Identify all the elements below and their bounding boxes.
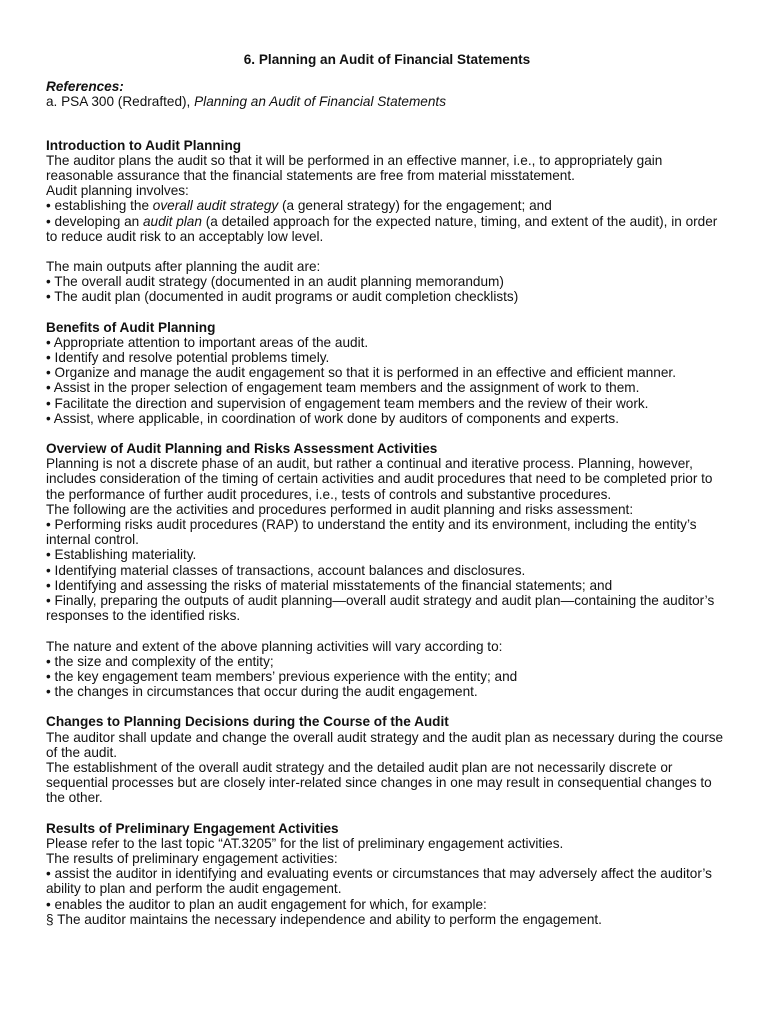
section-overview — [46, 441, 728, 699]
paragraph: The main outputs after planning the audit are: — [46, 259, 321, 275]
bullet-text: (a general strategy) for the engagement; and — [278, 198, 552, 214]
emphasis-text: audit plan — [142, 213, 202, 229]
bullet-item: • the key engagement team members’ previous experience with the entity; and — [46, 668, 518, 684]
paragraph: The following are the activities and procedures performed in audit planning and risks assessment: — [46, 501, 634, 517]
section-results — [46, 821, 728, 927]
bullet-item: • the changes in circumstances that occur during the audit engagement. — [46, 684, 478, 700]
reference-item — [46, 94, 728, 109]
paragraph: The auditor shall update and change the overall audit strategy and the audit plan as necessary during the course of the audit. — [46, 729, 724, 760]
section-heading: Introduction to Audit Planning — [46, 137, 242, 153]
section-heading: Overview of Audit Planning and Risks Assessment Activities — [46, 441, 438, 457]
bullet-item: • The overall audit strategy (documented in an audit planning memorandum) — [46, 274, 504, 290]
paragraph: The auditor plans the audit so that it will be performed in an effective manner, i.e., to appropriately gain reasonable assurance that the financial statements are free from material misstatement. — [46, 152, 663, 184]
bullet-item: • Identifying material classes of transactions, account balances and disclosures. — [46, 562, 526, 578]
bullet-item: • Organize and manage the audit engagement so that it is performed in an effective and efficient manner. — [46, 365, 676, 381]
paragraph: Please refer to the last topic “AT.3205” for the list of preliminary engagement activities. — [46, 835, 564, 851]
emphasis-text: overall audit strategy — [152, 198, 279, 214]
paragraph: Planning is not a discrete phase of an audit, but rather a continual and iterative process. Planning, however, includes consideration of the timing of certain activities and audit procedures that need to be completed prior to the performance of further audit procedures, i.e., tests of controls and substantive procedures. — [46, 456, 713, 502]
bullet-item: • Facilitate the direction and supervision of engagement team members and the review of their work. — [46, 395, 649, 411]
bullet-text: • establishing the — [46, 198, 153, 214]
bullet-item: • Performing risks audit procedures (RAP) to understand the entity and its environment, including the entity’s internal control. — [46, 517, 697, 548]
bullet-item: • assist the auditor in identifying and evaluating events or circumstances that may adversely affect the auditor’s ability to plan and perform the audit engagement. — [46, 866, 712, 897]
bullet-item — [46, 214, 728, 244]
paragraph: The nature and extent of the above planning activities will vary according to: — [46, 638, 503, 654]
paragraph: The establishment of the overall audit strategy and the detailed audit plan are not necessarily discrete or sequential processes but are closely inter-related since changes in one may result in consequential changes to the other. — [46, 759, 712, 806]
bullet-item: • Identifying and assessing the risks of material misstatements of the financial statements; and — [46, 577, 613, 593]
references-label: References: — [46, 79, 124, 95]
bullet-item: • Appropriate attention to important areas of the audit. — [46, 334, 369, 350]
bullet-item: • Finally, preparing the outputs of audit planning—overall audit strategy and audit plan—containing the auditor’s responses to the identified risks. — [46, 593, 715, 624]
bullet-item — [46, 198, 728, 213]
bullet-text: (a detailed approach for the expected nature, timing, and extent of the audit), in order to reduce audit risk to an acceptably low level. — [46, 213, 718, 244]
section-heading: Results of Preliminary Engagement Activities — [46, 820, 339, 836]
bullet-item: • Assist in the proper selection of engagement team members and the assignment of work to them. — [46, 380, 640, 396]
section-changes — [46, 714, 728, 805]
document-title: 6. Planning an Audit of Financial Statements — [243, 52, 531, 67]
bullet-text: • developing an — [46, 213, 143, 229]
bullet-item: • The audit plan (documented in audit programs or audit completion checklists) — [46, 289, 519, 305]
section-introduction — [46, 138, 728, 305]
bullet-item: • Assist, where applicable, in coordination of work done by auditors of components and experts. — [46, 410, 620, 426]
section-heading: Benefits of Audit Planning — [46, 319, 216, 335]
paragraph: The results of preliminary engagement activities: — [46, 850, 338, 866]
reference-title: Planning an Audit of Financial Statements — [194, 94, 446, 110]
sub-bullet-item: § The auditor maintains the necessary independence and ability to perform the engagement. — [46, 911, 602, 927]
bullet-item: • Establishing materiality. — [46, 547, 197, 563]
paragraph: Audit planning involves: — [46, 183, 189, 199]
section-heading: Changes to Planning Decisions during the Course of the Audit — [46, 714, 449, 730]
bullet-item: • enables the auditor to plan an audit engagement for which, for example: — [46, 896, 487, 912]
section-benefits — [46, 320, 728, 426]
bullet-item: • the size and complexity of the entity; — [46, 653, 274, 669]
bullet-item: • Identify and resolve potential problems timely. — [46, 350, 330, 366]
references-block — [46, 79, 728, 109]
reference-prefix: a. PSA 300 (Redrafted), — [46, 94, 195, 110]
